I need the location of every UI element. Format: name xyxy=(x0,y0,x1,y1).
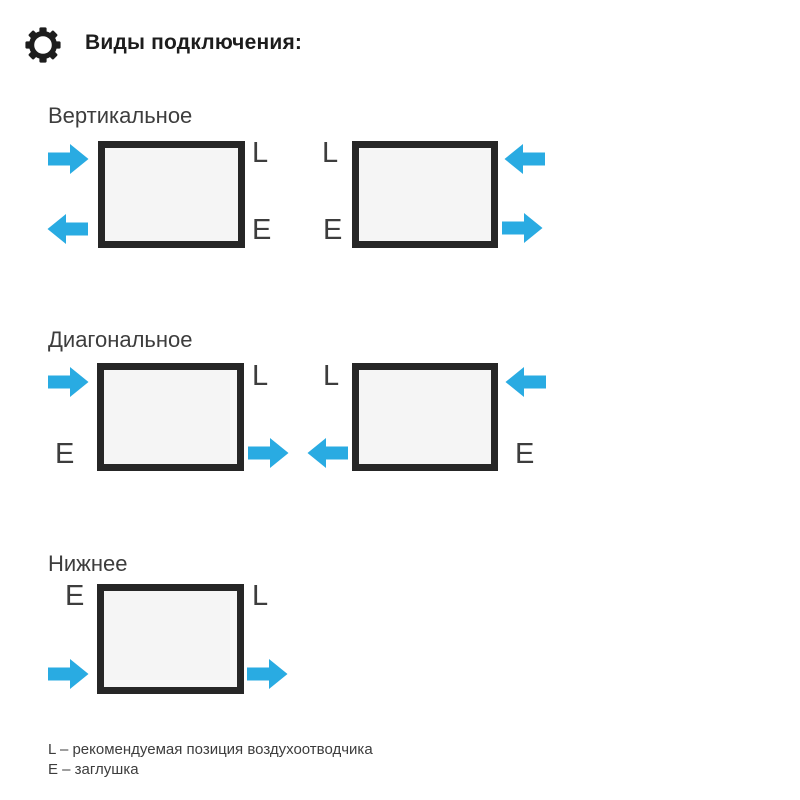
port-label-l: L xyxy=(322,137,339,169)
flow-arrow-right-icon xyxy=(248,437,290,469)
radiator-body xyxy=(352,363,498,471)
port-label-e: E xyxy=(65,580,85,612)
page-title: Виды подключения: xyxy=(85,31,303,54)
section-title-diagonal: Диагональное xyxy=(48,327,193,352)
section-title-vertical: Вертикальное xyxy=(48,103,193,128)
port-label-e: E xyxy=(55,438,75,470)
port-label-l: L xyxy=(252,580,269,612)
flow-arrow-left-icon xyxy=(503,143,545,175)
port-label-e: E xyxy=(515,438,535,470)
port-label-l: L xyxy=(323,360,340,392)
legend-line-e: E – заглушка xyxy=(48,761,139,778)
port-label-l: L xyxy=(252,137,269,169)
port-label-e: E xyxy=(323,214,343,246)
radiator-body xyxy=(97,363,244,471)
legend-line-l: L – рекомендуемая позиция воздухоотводчика xyxy=(48,741,373,758)
flow-arrow-left-icon xyxy=(306,437,348,469)
flow-arrow-right-icon xyxy=(48,143,90,175)
gear-icon xyxy=(24,26,62,64)
flow-arrow-right-icon xyxy=(48,658,90,690)
flow-arrow-right-icon xyxy=(247,658,289,690)
flow-arrow-right-icon xyxy=(48,366,90,398)
radiator-body xyxy=(98,141,245,248)
header xyxy=(24,26,62,64)
port-label-e: E xyxy=(252,214,272,246)
radiator-body xyxy=(97,584,244,694)
radiator-body xyxy=(352,141,498,248)
section-title-bottom: Нижнее xyxy=(48,551,128,576)
flow-arrow-right-icon xyxy=(502,212,544,244)
port-label-l: L xyxy=(252,360,269,392)
flow-arrow-left-icon xyxy=(504,366,546,398)
legend xyxy=(48,740,373,780)
flow-arrow-left-icon xyxy=(46,213,88,245)
